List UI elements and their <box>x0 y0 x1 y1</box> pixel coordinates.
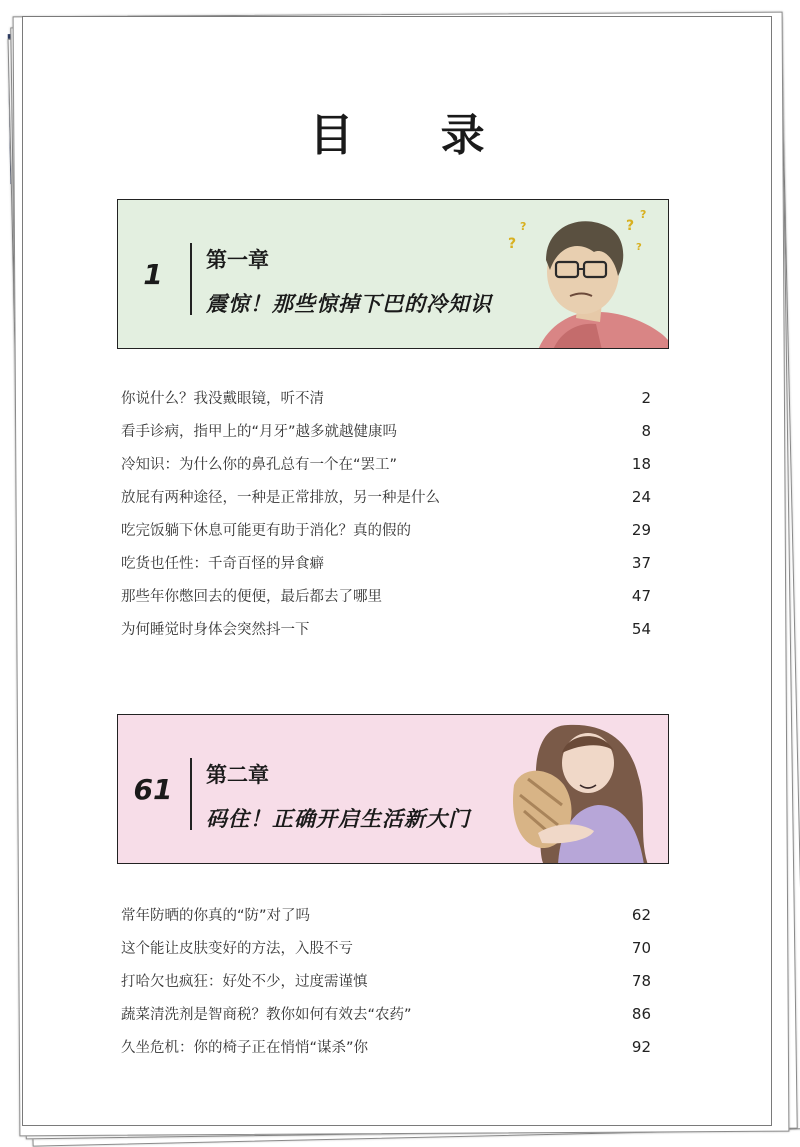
svg-text:?: ? <box>508 236 517 252</box>
confused-man-illustration-icon <box>498 200 668 349</box>
toc-entry-title: 蔬菜清洗剂是智商税？教你如何有效去“农药” <box>121 1007 412 1023</box>
chapter-divider <box>190 243 192 315</box>
toc-entry[interactable] <box>121 964 651 997</box>
toc-entry-page: 70 <box>631 938 651 957</box>
chapter-1-number: 1 <box>143 258 163 291</box>
toc-entry-page: 62 <box>631 905 651 924</box>
toc-entry[interactable] <box>121 447 651 480</box>
toc-entry-title: 那些年你憋回去的便便，最后都去了哪里 <box>121 589 382 605</box>
toc-entry-title: 这个能让皮肤变好的方法，入股不亏 <box>121 941 353 957</box>
chapter-divider <box>190 758 192 830</box>
toc-entry-title: 打哈欠也疯狂：好处不少，过度需谨慎 <box>121 974 368 990</box>
toc-entry-title: 久坐危机：你的椅子正在悄悄“谋杀”你 <box>121 1040 369 1056</box>
page-title: 目 录 <box>309 110 521 161</box>
chapter-2-title: 码住！正确开启生活新大门 <box>206 807 470 831</box>
toc-entry-page: 86 <box>631 1004 651 1023</box>
toc-entry-title: 吃货也任性：千奇百怪的异食癖 <box>121 556 324 572</box>
toc-entry[interactable] <box>121 612 651 645</box>
chapter-2-number: 61 <box>133 773 173 806</box>
woman-hugging-pillow-illustration-icon <box>498 715 668 864</box>
toc-entry-title: 你说什么？我没戴眼镜，听不清 <box>121 391 324 407</box>
toc-entry[interactable] <box>121 513 651 546</box>
toc-entry-title: 为何睡觉时身体会突然抖一下 <box>121 622 310 638</box>
toc-entry[interactable] <box>121 381 651 414</box>
chapter-1-banner <box>117 199 669 349</box>
toc-entry[interactable] <box>121 898 651 931</box>
chapter-1-label: 第一章 <box>206 248 269 272</box>
chapter-2-banner <box>117 714 669 864</box>
toc-entry-title: 吃完饭躺下休息可能更有助于消化？真的假的 <box>121 523 411 539</box>
svg-text:?: ? <box>520 220 527 233</box>
chapter-1-title: 震惊！那些惊掉下巴的冷知识 <box>206 292 492 316</box>
toc-entry[interactable] <box>121 579 651 612</box>
toc-entry[interactable] <box>121 997 651 1030</box>
toc-entry-title: 放屁有两种途径，一种是正常排放，另一种是什么 <box>121 490 440 506</box>
toc-entry[interactable] <box>121 931 651 964</box>
svg-text:?: ? <box>636 242 642 253</box>
toc-entry[interactable] <box>121 414 651 447</box>
chapter-2-label: 第二章 <box>206 763 269 787</box>
toc-entry-page: 92 <box>631 1037 651 1056</box>
chapter-1-entries <box>121 381 651 645</box>
toc-entry-page: 78 <box>631 971 651 990</box>
svg-text:?: ? <box>626 218 635 234</box>
toc-entry-title: 常年防晒的你真的“防”对了吗 <box>121 908 311 924</box>
toc-entry-page: 24 <box>631 487 651 506</box>
toc-entry-page: 37 <box>631 553 651 572</box>
toc-entry-page: 54 <box>631 619 651 638</box>
toc-entry-title: 冷知识：为什么你的鼻孔总有一个在“罢工” <box>121 457 398 473</box>
toc-entry-page: 18 <box>631 454 651 473</box>
toc-entry[interactable] <box>121 480 651 513</box>
toc-entry[interactable] <box>121 546 651 579</box>
toc-entry-page: 8 <box>641 421 651 440</box>
toc-entry-title: 看手诊病，指甲上的“月牙”越多就越健康吗 <box>121 424 398 440</box>
toc-entry-page: 2 <box>641 388 651 407</box>
chapter-2-entries <box>121 898 651 1063</box>
svg-text:?: ? <box>640 208 647 221</box>
toc-page <box>22 16 772 1126</box>
toc-entry-page: 47 <box>631 586 651 605</box>
toc-entry-page: 29 <box>631 520 651 539</box>
toc-entry[interactable] <box>121 1030 651 1063</box>
